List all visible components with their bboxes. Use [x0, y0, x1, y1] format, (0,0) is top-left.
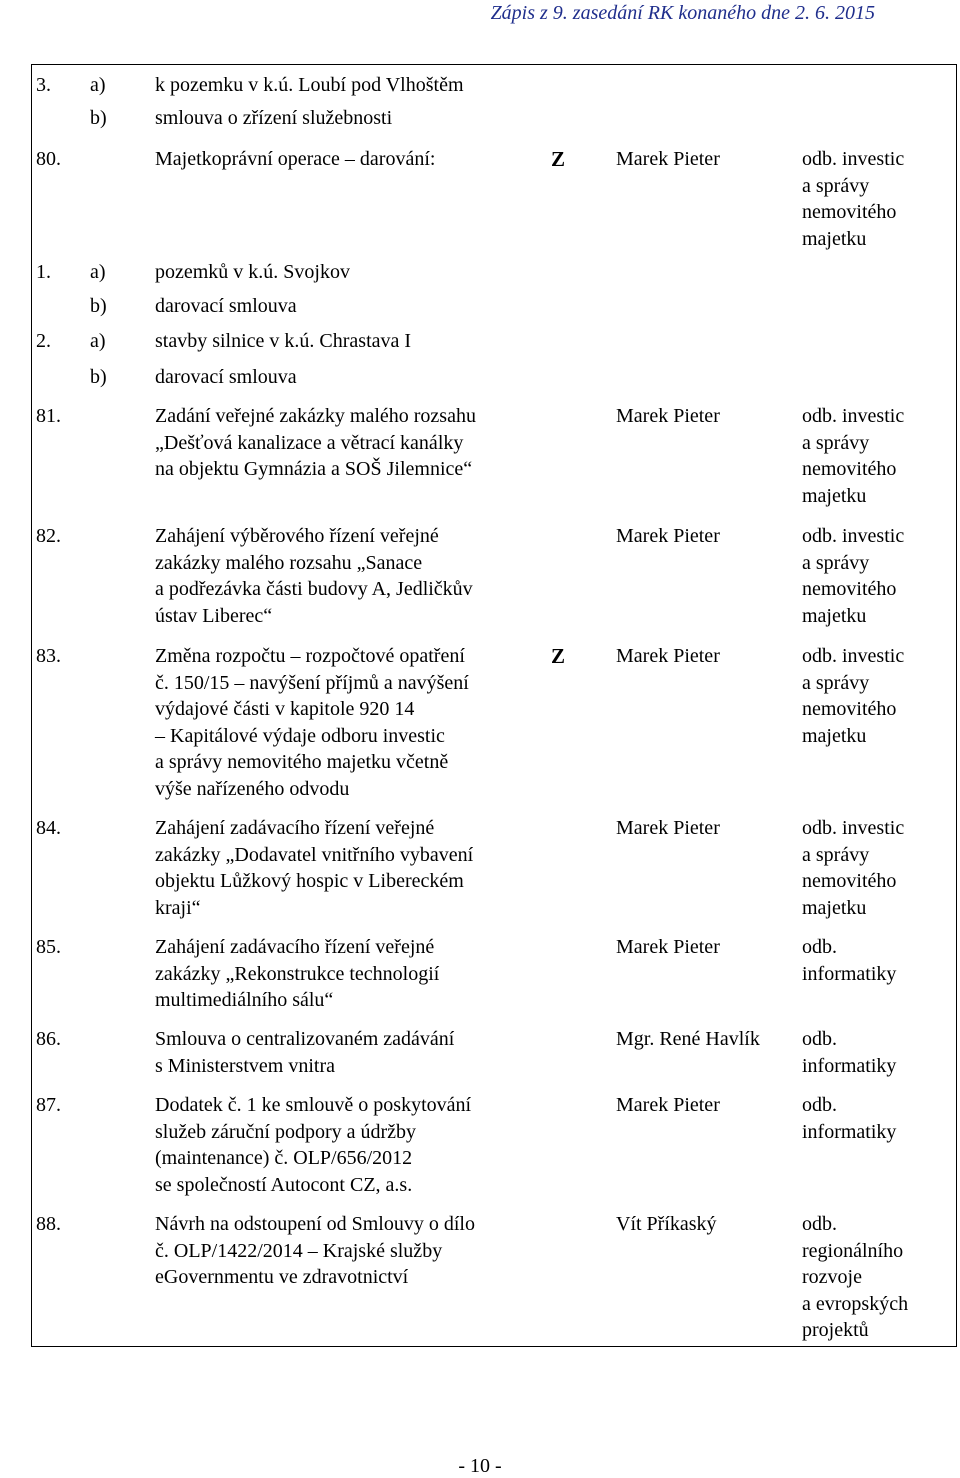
item-number: 86.: [36, 1028, 61, 1050]
item-description-line: zakázky „Rekonstrukce technologií: [155, 962, 440, 985]
item-description-line: č. 150/15 – navýšení příjmů a navýšení: [155, 671, 469, 694]
item-department-line: majetku: [802, 227, 867, 250]
item-number: 80.: [36, 148, 61, 170]
item-department-line: a správy: [802, 843, 870, 866]
item-number: 2.: [36, 330, 51, 352]
item-description-line: č. OLP/1422/2014 – Krajské služby: [155, 1239, 443, 1262]
item-department-line: a správy: [802, 671, 870, 694]
item-department-line: majetku: [802, 896, 867, 919]
item-department-line: regionálního: [802, 1239, 904, 1262]
item-number: 87.: [36, 1094, 61, 1116]
item-department-line: rozvoje: [802, 1266, 862, 1288]
item-department-line: odb.: [802, 936, 837, 958]
item-description-line: Návrh na odstoupení od Smlouvy o dílo: [155, 1213, 475, 1235]
item-number: 83.: [36, 645, 61, 667]
item-description-line: výdajové části v kapitole 920 14: [155, 698, 415, 720]
item-description-line: Majetkoprávní operace – darování:: [155, 148, 436, 170]
item-presenter: Marek Pieter: [616, 817, 720, 839]
page-number: - 10 -: [458, 1455, 502, 1477]
item-department-line: a správy: [802, 551, 870, 574]
item-flag: Z: [551, 147, 566, 171]
item-description-line: kraji“: [155, 896, 201, 919]
item-number: 88.: [36, 1213, 61, 1235]
item-presenter: Marek Pieter: [616, 405, 720, 427]
item-number: 3.: [36, 74, 51, 96]
item-description-line: a správy nemovitého majetku včetně: [155, 751, 449, 773]
item-department-line: a správy: [802, 431, 870, 454]
item-description-line: „Dešťová kanalizace a větrací kanálky: [155, 431, 464, 454]
item-department-line: nemovitého: [802, 578, 897, 600]
item-description-line: (maintenance) č. OLP/656/2012: [155, 1147, 413, 1169]
item-subletter: a): [90, 261, 106, 283]
item-department-line: odb.: [802, 1094, 837, 1116]
item-department-line: odb.: [802, 1213, 837, 1235]
item-description-line: k pozemku v k.ú. Loubí pod Vlhoštěm: [155, 74, 464, 96]
page-header-title: Zápis z 9. zasedání RK konaného dne 2. 6. 2015: [490, 2, 875, 24]
item-department-line: a evropských: [802, 1292, 909, 1315]
item-description-line: Zahájení zadávacího řízení veřejné: [155, 817, 435, 839]
item-number: 85.: [36, 936, 61, 958]
item-presenter: Marek Pieter: [616, 936, 720, 958]
item-description-line: zakázky malého rozsahu „Sanace: [155, 551, 423, 574]
item-presenter: Marek Pieter: [616, 525, 720, 547]
item-department-line: odb. investic: [802, 817, 905, 839]
item-subletter: b): [90, 366, 107, 388]
item-department-line: nemovitého: [802, 870, 897, 892]
item-department-line: odb. investic: [802, 405, 905, 427]
item-description-line: zakázky „Dodavatel vnitřního vybavení: [155, 843, 474, 866]
item-department-line: a správy: [802, 174, 870, 197]
item-department-line: nemovitého: [802, 201, 897, 223]
item-presenter: Mgr. René Havlík: [616, 1028, 760, 1050]
item-number: 1.: [36, 261, 51, 283]
item-department-line: informatiky: [802, 962, 897, 985]
item-department-line: majetku: [802, 484, 867, 507]
item-subletter: b): [90, 295, 107, 317]
item-department-line: informatiky: [802, 1054, 897, 1077]
item-description-line: Změna rozpočtu – rozpočtové opatření: [155, 645, 465, 667]
item-description-line: smlouva o zřízení služebnosti: [155, 107, 393, 129]
item-description-line: eGovernmentu ve zdravotnictví: [155, 1266, 409, 1288]
item-department-line: projektů: [802, 1319, 869, 1341]
item-description-line: s Ministerstvem vnitra: [155, 1054, 335, 1077]
item-description-line: a podřezávka části budovy A, Jedličkův: [155, 578, 473, 600]
item-description-line: Zahájení výběrového řízení veřejné: [155, 525, 439, 547]
item-description-line: Zadání veřejné zakázky malého rozsahu: [155, 405, 476, 427]
item-department-line: odb. investic: [802, 645, 905, 667]
item-number: 84.: [36, 817, 61, 839]
item-subletter: a): [90, 74, 106, 96]
item-department-line: nemovitého: [802, 698, 897, 720]
item-description-line: pozemků v k.ú. Svojkov: [155, 261, 350, 283]
item-flag: Z: [551, 644, 566, 668]
item-presenter: Marek Pieter: [616, 645, 720, 667]
item-presenter: Vít Příkaský: [616, 1213, 717, 1235]
item-number: 82.: [36, 525, 61, 547]
item-description-line: Smlouva o centralizovaném zadávání: [155, 1028, 455, 1050]
item-department-line: odb. investic: [802, 148, 905, 170]
item-department-line: odb. investic: [802, 525, 905, 547]
item-subletter: a): [90, 330, 106, 352]
item-description-line: ústav Liberec“: [155, 604, 273, 627]
item-description-line: se společností Autocont CZ, a.s.: [155, 1173, 413, 1196]
item-description-line: stavby silnice v k.ú. Chrastava I: [155, 330, 412, 352]
item-department-line: majetku: [802, 604, 867, 627]
item-description-line: Zahájení zadávacího řízení veřejné: [155, 936, 435, 958]
item-description-line: Dodatek č. 1 ke smlouvě o poskytování: [155, 1094, 472, 1116]
item-subletter: b): [90, 107, 107, 129]
item-description-line: – Kapitálové výdaje odboru investic: [155, 724, 445, 747]
item-presenter: Marek Pieter: [616, 1094, 720, 1116]
item-description-line: objektu Lůžkový hospic v Libereckém: [155, 870, 464, 892]
item-department-line: odb.: [802, 1028, 837, 1050]
item-description-line: darovací smlouva: [155, 366, 297, 388]
item-department-line: nemovitého: [802, 458, 897, 480]
item-description-line: výše nařízeného odvodu: [155, 777, 350, 800]
item-description-line: multimediálního sálu“: [155, 989, 334, 1011]
item-number: 81.: [36, 405, 61, 427]
item-department-line: majetku: [802, 724, 867, 747]
item-department-line: informatiky: [802, 1120, 897, 1143]
item-description-line: na objektu Gymnázia a SOŠ Jilemnice“: [155, 458, 473, 480]
item-description-line: darovací smlouva: [155, 295, 297, 317]
item-presenter: Marek Pieter: [616, 148, 720, 170]
item-description-line: služeb záruční podpory a údržby: [155, 1120, 417, 1143]
